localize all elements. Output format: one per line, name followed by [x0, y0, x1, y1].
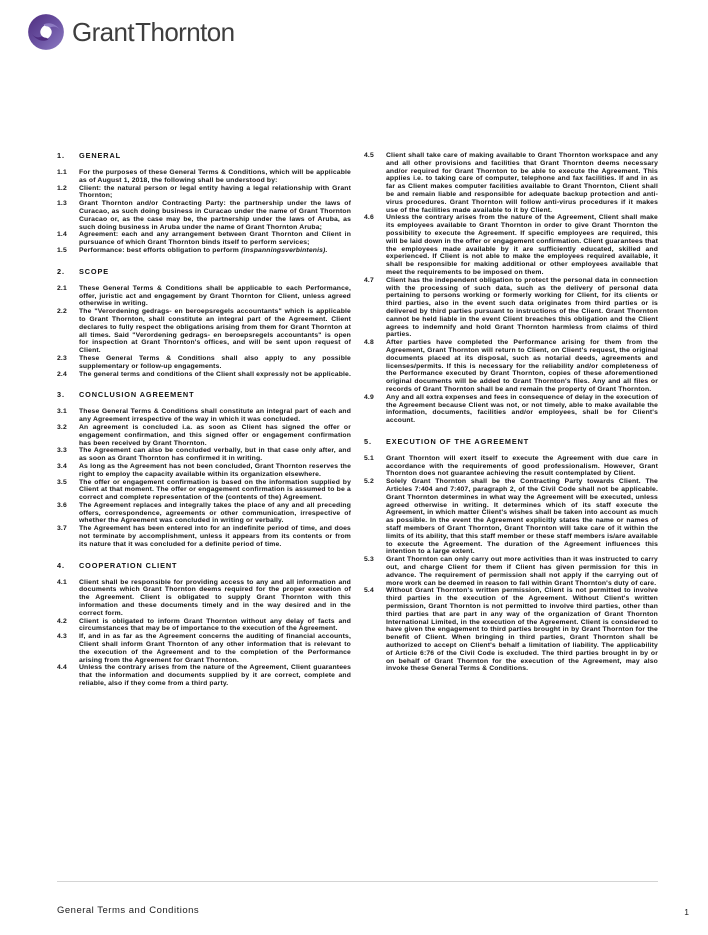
clause — [364, 339, 658, 394]
clause-number: 4.4 — [57, 664, 67, 672]
clause-text: Any and all extra expenses and fees in consequence of delay in the execution of the Agreement because Client was not, or not timely, able to make available the information, documents, facilities and/or employees, shall be for Client's account. — [386, 393, 658, 425]
clause — [57, 502, 351, 525]
clause-text: These General Terms & Conditions shall be applicable to each Performance, offer, juristic act and engagement by Grant Thornton for Client, unless agreed otherwise in writing. — [79, 284, 351, 308]
clause-text: These General Terms & Conditions shall constitute an integral part of each and any Agreement irrespective of the way in which it was concluded. — [79, 408, 351, 424]
clause — [364, 214, 658, 276]
section-title: SCOPE — [79, 266, 110, 276]
brand-logo — [27, 13, 234, 51]
clause — [57, 618, 351, 634]
clause-number: 4.1 — [57, 578, 67, 586]
clause — [364, 152, 658, 214]
clause-text: As long as the Agreement has not been concluded, Grant Thornton reserves the right to employ the capacity available within its organization elsewhere. — [79, 462, 351, 478]
clause — [57, 200, 351, 231]
clause-number: 3.4 — [57, 462, 67, 470]
section-heading — [57, 268, 351, 276]
clause-text: After parties have completed the Performance arising for them from the Agreement, Grant Thornton will return to Client, on Client's request, the original documents placed at its disposal, such as notarial deeds, agreements and licenses/permits. If this is necessary for the reliability and/or completeness of the Performance executed by Grant Thornton, copies of these aforementioned original documents will be added to Grant Thornton's files. Any and all files or records of Grant Thornton shall be and remain the property of Grant Thornton. — [386, 339, 658, 393]
clause-text: Without Grant Thornton's written permission, Client is not permitted to involve third parties in the execution of the Agreement. Without Client's written permission, Grant Thornton is not permitted to involve third parties, other than third parties that are part in any way of the organization of Grant Thornton International Limited, in the execution of the Agreement. Client is considered to have given the engagement to third parties brought in by Grant Thornton for the benefit of Client. When bringing in third parties, Grant Thornton shall be authorized to accept on Client's behalf a limitation of liability. The applicability of Article 6:76 of the Civil Code is excluded. The third parties brought in by or on behalf of Grant Thornton for the execution of the Agreement, may also invoke these General Terms & Conditions. — [386, 587, 658, 673]
clause-number: 2.4 — [57, 370, 67, 378]
clause-text: Client shall be responsible for providing access to any and all information and documents which Grant Thornton deems required for the proper execution of the Agreement. Client is obligated to supply Grant Thornton with this information and these documents timely and in the way desired and in the correct form. — [79, 578, 351, 617]
clause-text: If, and in as far as the Agreement concerns the auditing of financial accounts, Client shall inform Grant Thornton of any other information that is relevant to the execution of the Agreement and to the completion of the Performance arising from the Agreement for Grant Thornton. — [79, 633, 351, 664]
clause — [57, 169, 351, 185]
clause-number: 2.1 — [57, 284, 67, 292]
clause-number: 3.1 — [57, 408, 67, 416]
section-title: CONCLUSION AGREEMENT — [79, 390, 195, 400]
clause — [57, 231, 351, 247]
clause — [364, 587, 658, 673]
clause-text: The Agreement replaces and integrally takes the place of any and all preceding offers, correspondence, agreements or other communication, irrespective of whether the Agreement was concluded in writing or verbally. — [79, 501, 351, 525]
clause — [57, 371, 351, 379]
clause-text: The "Verordening gedrags- en beroepsregels accountants" which is applicable to Grant Thornton, shall constitute an integral part of the Agreement. Client declares to fully respect the obligations arising from them for Grant Thornton at all times. Said "Verordening gedrags- en beroepsregels accountants" is open for inspection at Grant Thornton's offices, and will be sent upon request of Client. — [79, 308, 351, 355]
clause-number: 1.5 — [57, 246, 67, 254]
section-title: COOPERATION CLIENT — [79, 560, 178, 570]
clause — [57, 525, 351, 548]
clause-number: 3.2 — [57, 423, 67, 431]
clause — [57, 633, 351, 664]
page-number: 1 — [684, 907, 689, 917]
clause — [57, 579, 351, 618]
clause — [364, 455, 658, 478]
clause-text: Grant Thornton can only carry out more activities than it was instructed to carry out, and charge Client for them if Client has given permission for this in advance. The requirement of permission shall not apply if the carrying out of more work can be deemed in reason to fall within Grant Thornton's duty of care. — [386, 556, 658, 587]
clause — [57, 185, 351, 201]
clause-number: 1. — [57, 151, 65, 160]
footer-document-title: General Terms and Conditions — [57, 905, 200, 916]
clause-text: Solely Grant Thornton shall be the Contracting Party towards Client. The Articles 7:404 and 7:407, paragraph 2, of the Civil Code shall not be applicable. Grant Thornton determines in what way the Agreement will be executed, unless agreed otherwise in writing. It determines which of its staff execute the Agreement, in which matter Client's wishes shall be taken into account as much as possible. In the event the Agreement explicitly states the name or names of staff members of Grant Thornton, Grant Thornton will take care of it within the limits of its ability, that this staff member or these staff members is/are available to execute the Agreement. The duration of the Agreement influences this intention to a large extent. — [386, 478, 658, 556]
clause — [364, 277, 658, 339]
clause — [57, 408, 351, 424]
clause-text: The general terms and conditions of the Client shall expressly not be applicable. — [79, 370, 352, 378]
clause-text: Client: the natural person or legal entity having a legal relationship with Grant Thornton; — [79, 184, 351, 200]
clause — [57, 285, 351, 308]
clause-number: 4.6 — [364, 214, 374, 222]
clause — [57, 463, 351, 479]
clause-text: Grant Thornton will exert itself to execute the Agreement with due care in accordance with the requirements of good professionalism. However, Grant Thornton does not guarantee achieving the result contemplated by Client. — [386, 454, 658, 478]
clause-number: 1.1 — [57, 169, 67, 176]
clause-number: 1.4 — [57, 231, 67, 239]
clause-text: Unless the contrary arises from the nature of the Agreement, Client guarantees that the information and documents supplied by it are correct, complete and reliable, also if they come from a third party. — [79, 664, 351, 688]
clause-number: 4. — [57, 560, 65, 570]
section-heading — [364, 438, 658, 446]
clause-number: 1.3 — [57, 200, 67, 208]
clause — [364, 394, 658, 425]
clause — [57, 664, 351, 687]
section-title: GENERAL — [79, 151, 121, 160]
clause-number: 4.3 — [57, 633, 67, 641]
clause — [364, 556, 658, 587]
clause-number: 3. — [57, 390, 65, 400]
terms-body — [57, 152, 658, 688]
clause-text: These General Terms & Conditions shall also apply to any possible supplementary or follow-up engagements. — [79, 354, 351, 370]
clause-number: 5.3 — [364, 556, 374, 564]
clause-text: The Agreement can also be concluded verbally, but in that case only after, and as soon as Grant Thornton has confirmed it in writing. — [79, 447, 351, 463]
clause-number: 1.2 — [57, 184, 67, 192]
grant-thornton-swirl-icon — [27, 13, 65, 51]
clause-number: 3.5 — [57, 478, 67, 486]
clause-number: 2. — [57, 266, 65, 276]
clause-text: Agreement: each and any arrangement between Grant Thornton and Client in pursuance of which Grant Thornton binds itself to perform services; — [79, 231, 351, 247]
clause-text: Client is obligated to inform Grant Thornton without any delay of facts and circumstances that may be of importance to the execution of the Agreement. — [79, 617, 351, 633]
clause-number: 4.8 — [364, 339, 374, 347]
clause — [57, 308, 351, 355]
clause-number: 5.4 — [364, 587, 374, 595]
clause — [57, 355, 351, 371]
clause-text: The Agreement has been entered into for an indefinite period of time, and does not terminate by accomplishment, unless it appears from its contents or from its nature that it was concluded for a definite period of time. — [79, 525, 351, 548]
clause-number: 5. — [364, 436, 372, 446]
clause-number: 2.3 — [57, 354, 67, 362]
footer-divider — [57, 881, 658, 882]
clause-number: 4.2 — [57, 617, 67, 625]
clause — [364, 478, 658, 556]
clause-text: Performance: best efforts obligation to perform (inspanningsverbintenis). — [79, 246, 328, 254]
italic-term: (inspanningsverbintenis). — [241, 246, 328, 254]
clause — [57, 447, 351, 463]
clause-number: 3.3 — [57, 447, 67, 455]
clause-text: Grant Thornton and/or Contracting Party: the partnership under the laws of Curacao, as such doing business in Curacao under the name of Grant Thornton Curacao or, as the case may be, the partnership under the laws of Aruba, as such doing business in Aruba under the name of Grant Thornton Aruba; — [79, 200, 351, 231]
section-title: EXECUTION OF THE AGREEMENT — [386, 436, 530, 446]
clause — [57, 424, 351, 447]
clause-text: Client shall take care of making available to Grant Thornton workspace and any and all other provisions and facilities that Grant Thornton deems necessary and/or required for Grant Thornton to be able to execute the Agreement. This applies i.e. to taking care of computer, telephone and fax facilities. If and in as far as Client makes computer facilities available to Grant Thornton, Client shall be and remain liable and responsible for adequate backup protection and anti-virus procedures. Grant Thornton will follow anti-virus procedures if it makes use of the facilities made available to it by Client. — [386, 152, 658, 214]
section-heading — [57, 562, 351, 570]
clause — [57, 479, 351, 502]
section-heading — [57, 391, 351, 399]
clause-number: 3.6 — [57, 501, 67, 509]
clause-number: 3.7 — [57, 525, 67, 533]
clause-text: An agreement is concluded i.a. as soon as Client has signed the offer or engagement confirmation, and this signed offer or engagement confirmation has been received by Grant Thornton. — [79, 423, 351, 447]
clause-number: 5.2 — [364, 478, 374, 486]
clause-text: The offer or engagement confirmation is based on the information supplied by Client at that moment. The offer or engagement confirmation is assumed to be a correct and complete representation of the (contents of the) Agreement. — [79, 478, 351, 502]
clause-number: 4.7 — [364, 276, 374, 284]
clause-number: 2.2 — [57, 308, 67, 316]
clause-text: Unless the contrary arises from the nature of the Agreement, Client shall make its employees available to Grant Thornton in order to give Grant Thornton the possibility to execute the Agreement. If specific employees are required, this will be laid down in the offer or engagement confirmation. Client guarantees that the employees made available by it are sufficiently educated, skilled and experienced. If Client is not able to make the employees required available, it shall be responsible for making additional or other employees available that meet the requirements to be imposed on them. — [386, 214, 658, 276]
clause — [57, 247, 351, 255]
clause-number: 4.5 — [364, 152, 374, 159]
clause-text: Client has the independent obligation to protect the personal data in connection with the processing of such data, such as the delivery of personal data pertaining to persons working or formerly working for Client, for its clients or third parties, also in the event such data originates from third parties or is delivered by third parties pursuant to instructions of the Client. Grant Thornton cannot be held liable in the event Client breaches this obligation and the Client agrees to indemnify and hold Grant Thornton harmless from claims of third parties. — [386, 276, 658, 339]
brand-wordmark: Grant Thornton — [72, 16, 235, 47]
clause-number: 5.1 — [364, 454, 374, 462]
clause-text: For the purposes of these General Terms & Conditions, which will be applicable as of August 1, 2018, the following shall be understood by: — [79, 169, 351, 184]
right-column — [364, 152, 658, 688]
section-heading — [57, 152, 351, 160]
clause-number: 4.9 — [364, 393, 374, 401]
left-column — [57, 152, 351, 688]
